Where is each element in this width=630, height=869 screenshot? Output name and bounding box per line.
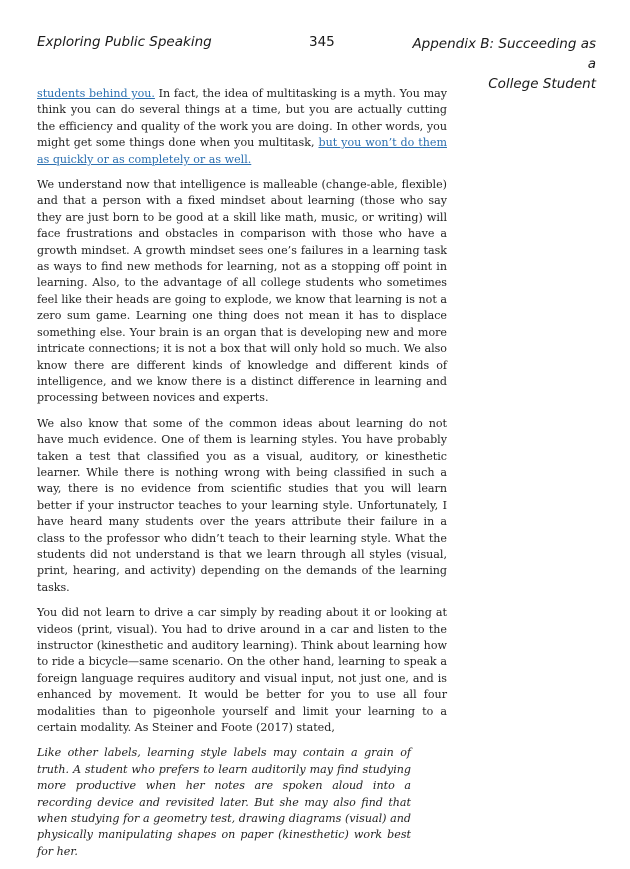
section-title-line-2: College Student [488,76,596,92]
paragraph-learning-styles: We also know that some of the common ideas about learning do not have much evidence. One of them is learning styles. You have probably taken a test that classified you as a visual, auditory, or kinesthetic learner. While there is nothing wrong with being classified in such a way, there is no evidence from scientific studies that you will learn better if your instructor teaches to your learning style. Unfortunately, I have heard many students over the years attribute their failure in a class to the professor who didn’t teach to their learning style. What the students did not understand is that we learn through all styles (visual, print, hearing, and activity) depending on the demands of the learning tasks. [37,416,447,594]
block-quote: Like other labels, learning style labels may contain a grain of truth. A student who prefers to learn auditorily may find studying more productive when her notes are spoken aloud into a recording device and revisited later. But she may also find that when studying for a geometry test, drawing diagrams (visual) and physically manipulating shapes on paper (kinesthetic) work best for her. [37,746,411,858]
page-number: 345 [309,34,335,50]
paragraph-driving-example: You did not learn to drive a car simply by reading about it or looking at videos (print, visual). You had to drive around in a car and listen to the instructor (kinesthetic and auditory learning). Think about learning how to ride a bicycle—same scenario. On the other hand, learning to speak a foreign language requires auditory and visual input, not just one, and is enhanced by movement. It would be better for you to use all four modalities than to pigeonhole yourself and limit your learning to a certain modality. As Steiner and Foote (2017) stated, [37,606,447,735]
body-text [37,86,447,869]
paragraph-growth-mindset: We understand now that intelligence is malleable (change-able, flexible) and that a person with a fixed mindset about learning (those who say they are just born to be good at a skill like math, music, or writing) will face frustrations and obstacles in comparison with those who have a growth mindset. A growth mindset sees one’s failures in a learning task as ways to find new methods for learning, not as a stopping off point in learning. Also, to the advantage of all college students who sometimes feel like their heads are going to explode, we know that learning is not a zero sum game. Learning one thing does not mean it has to displace something else. Your brain is an organ that is developing new and more intricate connections; it is not a box that will only hold so much. We also know there are different kinds of knowledge and different kinds of intelligence, and we know there is a distinct difference in learning and processing between novices and experts. [37,178,447,405]
paragraph-multitasking [37,86,447,168]
link-multitasking-quality[interactable]: but you won’t do them as quickly or as completely or as well. [37,136,447,166]
book-title: Exploring Public Speaking [37,34,212,50]
paragraph-text: In fact, the idea of multitasking is a myth. You may think you can do several things at a time, but you are actually cutting the efficiency and quality of the work you are doing. In other words, you might get some things done when you multitask, [37,87,447,150]
link-students-behind-you[interactable]: students behind you. [37,87,155,100]
section-title [406,34,596,94]
section-title-line-1: Appendix B: Succeeding as a [412,36,596,72]
running-header [37,30,596,92]
